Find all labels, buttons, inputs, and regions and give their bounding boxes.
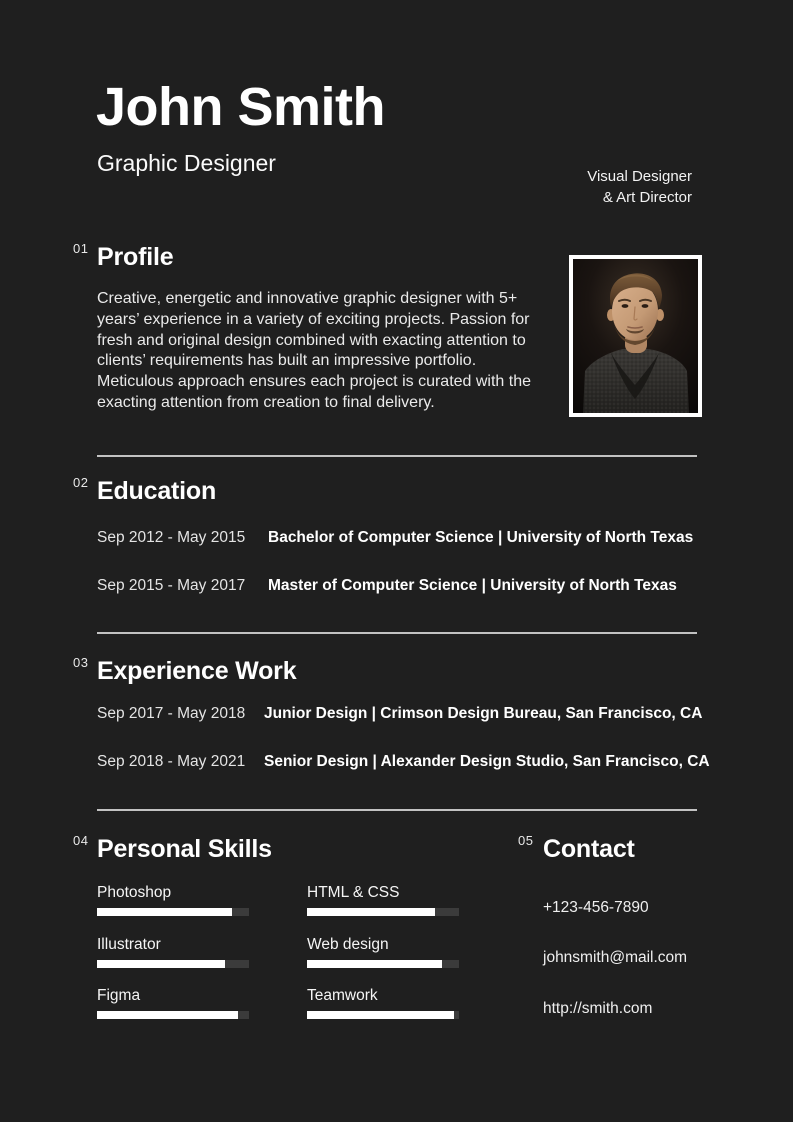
contact-phone: +123-456-7890 xyxy=(543,899,649,916)
tagline xyxy=(587,166,692,208)
skill-bar-fill xyxy=(307,908,435,916)
section-title-education: Education xyxy=(97,477,217,505)
skill-bar-fill xyxy=(307,1011,454,1019)
skill-label: Figma xyxy=(97,987,141,1004)
skill-item xyxy=(307,884,487,916)
education-dates: Sep 2015 - May 2017 xyxy=(97,577,246,594)
experience-description: Senior Design | Alexander Design Studio, San Francisco, CA xyxy=(264,753,710,770)
skill-bar-track xyxy=(97,960,249,968)
divider xyxy=(97,809,697,811)
skill-item xyxy=(307,987,487,1019)
person-name: John Smith xyxy=(96,77,385,137)
skill-item xyxy=(97,987,277,1019)
skill-bar-track xyxy=(97,908,249,916)
skill-label: Teamwork xyxy=(307,987,378,1004)
tagline-line-1: Visual Designer xyxy=(587,168,692,185)
education-dates: Sep 2012 - May 2015 xyxy=(97,529,246,546)
education-row xyxy=(97,528,693,547)
education-row xyxy=(97,576,677,595)
skill-bar-track xyxy=(307,908,459,916)
skill-bar-track xyxy=(97,1011,249,1019)
skill-item xyxy=(97,884,277,916)
section-number-profile: 01 xyxy=(73,241,89,256)
section-title-skills: Personal Skills xyxy=(97,835,272,863)
section-number-contact: 05 xyxy=(518,833,534,848)
experience-row xyxy=(97,704,702,723)
skill-label: HTML & CSS xyxy=(307,884,400,901)
divider xyxy=(97,632,697,634)
skill-item xyxy=(307,936,487,968)
profile-text: Creative, energetic and innovative graphic designer with 5+ years’ experience in a variety of exciting projects. Passion for fresh and original design combined with exacting attention to clients’ requirements has built an impressive portfolio. Meticulous approach ensures each project is curated with the exacting attention from creation to final delivery. xyxy=(97,290,532,411)
skill-label: Web design xyxy=(307,936,389,953)
education-description: Master of Computer Science | University of North Texas xyxy=(268,577,677,594)
person-job-title: Graphic Designer xyxy=(97,150,276,176)
skill-item xyxy=(97,936,277,968)
skill-bar-fill xyxy=(97,908,232,916)
section-number-education: 02 xyxy=(73,475,89,490)
skill-bar-track xyxy=(307,1011,459,1019)
section-title-experience: Experience Work xyxy=(97,657,297,685)
tagline-line-2: & Art Director xyxy=(602,189,692,206)
skill-label: Photoshop xyxy=(97,884,172,901)
education-description: Bachelor of Computer Science | University of North Texas xyxy=(268,529,694,546)
experience-description: Junior Design | Crimson Design Bureau, San Francisco, CA xyxy=(264,705,703,722)
section-number-skills: 04 xyxy=(73,833,89,848)
contact-website: http://smith.com xyxy=(543,1000,653,1017)
contact-email: johnsmith@mail.com xyxy=(543,949,688,966)
experience-row xyxy=(97,752,710,771)
section-number-experience: 03 xyxy=(73,655,89,670)
divider xyxy=(97,455,697,457)
skill-bar-fill xyxy=(97,960,225,968)
section-title-contact: Contact xyxy=(543,835,635,863)
skill-bar-fill xyxy=(97,1011,238,1019)
section-title-profile: Profile xyxy=(97,243,174,271)
portrait-photo xyxy=(569,255,702,417)
skill-bar-track xyxy=(307,960,459,968)
experience-dates: Sep 2018 - May 2021 xyxy=(97,753,246,770)
skill-label: Illustrator xyxy=(97,936,161,953)
portrait-photo-graphic xyxy=(573,259,698,413)
experience-dates: Sep 2017 - May 2018 xyxy=(97,705,246,722)
skill-bar-fill xyxy=(307,960,442,968)
